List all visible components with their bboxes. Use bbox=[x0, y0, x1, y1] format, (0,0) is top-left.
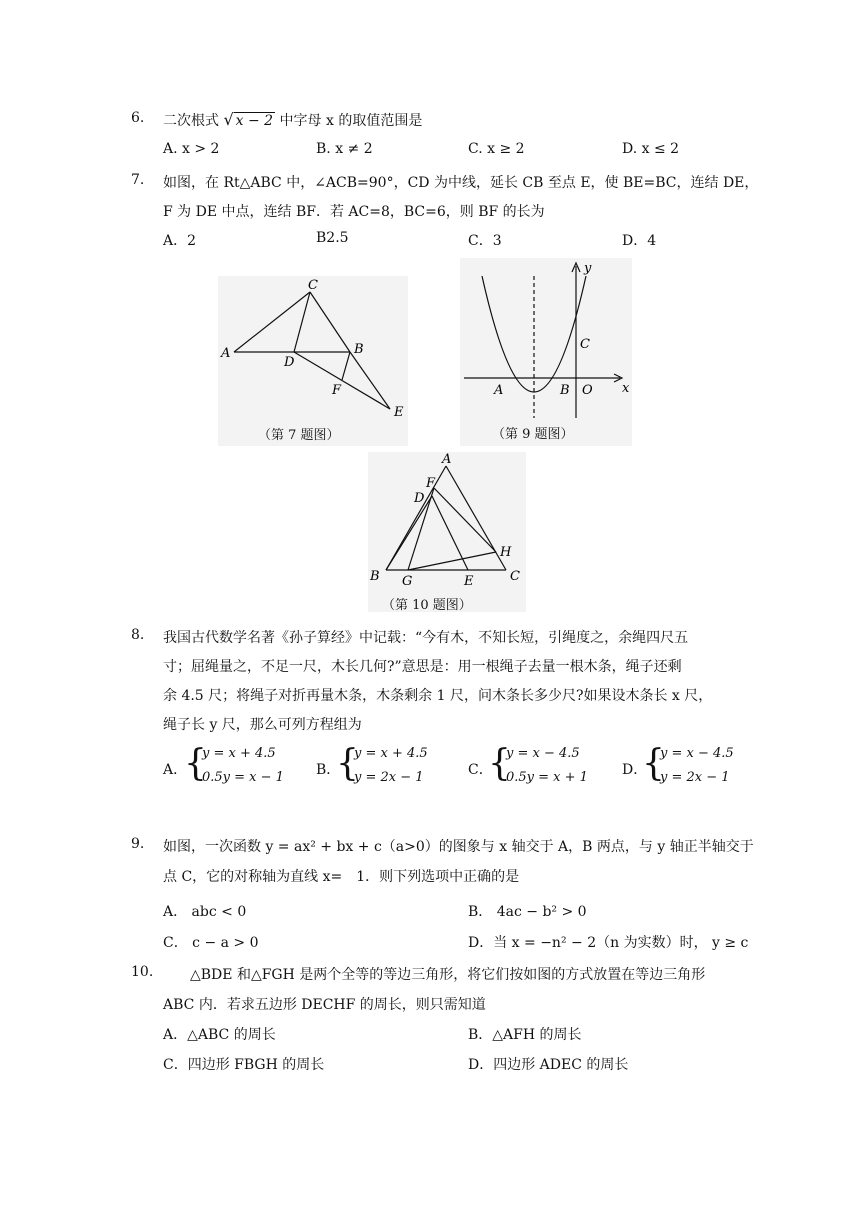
fig10-caption: （第 10 题图） bbox=[382, 598, 472, 613]
q6-stem bbox=[163, 110, 422, 130]
fig9-caption: （第 9 题图） bbox=[492, 427, 574, 442]
fig9-label-x: x bbox=[622, 381, 630, 396]
q8-option-a-eq1: y = x + 4.5 bbox=[202, 746, 276, 761]
q8-option-d-eq1: y = x − 4.5 bbox=[660, 746, 734, 761]
q8-option-d-eq2: y = 2x − 1 bbox=[660, 770, 730, 785]
fig7-label-a: A bbox=[221, 346, 231, 361]
q8-line3: 余 4.5 尺；将绳子对折再量木条，木条剩余 1 尺，问木条长多少尺?如果设木条长 x 尺， bbox=[163, 688, 713, 704]
q6-number: 6. bbox=[131, 110, 145, 126]
q8-option-a-eq2: 0.5y = x − 1 bbox=[202, 770, 284, 785]
fig9-label-o: O bbox=[582, 383, 593, 398]
q8-option-b-brace: { bbox=[336, 743, 359, 784]
q7-number: 7. bbox=[131, 172, 145, 188]
q9-line1: 如图，一次函数 y = ax² + bx + c（a>0）的图象与 x 轴交于 A，B 两点，与 y 轴正半轴交于 bbox=[163, 839, 754, 855]
q10-line1: △BDE 和△FGH 是两个全等的等边三角形，将它们按如图的方式放置在等边三角形 bbox=[190, 967, 706, 983]
q8-number: 8. bbox=[131, 627, 145, 643]
fig7-label-d: D bbox=[284, 355, 295, 370]
fig10-label-e: E bbox=[464, 574, 474, 589]
q9-option-d: D．当 x = −n² − 2（n 为实数）时， y ≥ c bbox=[468, 935, 749, 951]
figure-7-drawing bbox=[218, 276, 408, 446]
q9-number: 9. bbox=[131, 836, 145, 852]
q10-line2: ABC 内．若求五边形 DECHF 的周长，则只需知道 bbox=[163, 997, 486, 1013]
figure-9-drawing bbox=[460, 258, 632, 446]
fig9-label-y: y bbox=[584, 261, 592, 276]
figure-10-drawing bbox=[368, 452, 526, 612]
q8-option-c-brace: { bbox=[488, 743, 511, 784]
q8-option-c-letter: C． bbox=[468, 762, 493, 778]
q7-option-b: B2.5 bbox=[316, 230, 349, 246]
q8-option-c-eq1: y = x − 4.5 bbox=[506, 746, 580, 761]
q8-line2: 寸；屈绳量之，不足一尺，木长几何?”意思是：用一根绳子去量一根木条，绳子还剩 bbox=[163, 659, 682, 675]
q6-radicand: x − 2 bbox=[235, 113, 274, 129]
q6-option-a: A. x > 2 bbox=[163, 141, 220, 157]
q9-option-a: A． abc < 0 bbox=[163, 904, 247, 920]
q9-option-c: C． c − a > 0 bbox=[163, 935, 259, 951]
q8-option-d-brace: { bbox=[642, 743, 665, 784]
q8-option-b-eq2: y = 2x − 1 bbox=[354, 770, 424, 785]
fig10-label-h: H bbox=[500, 545, 512, 560]
q9-line2: 点 C，它的对称轴为直线 x= 1．则下列选项中正确的是 bbox=[163, 869, 520, 885]
q9-option-b: B． 4ac − b² > 0 bbox=[468, 904, 587, 920]
q10-option-a: A．△ABC 的周长 bbox=[163, 1027, 276, 1043]
q6-stem-post: 中字母 x 的取值范围是 bbox=[279, 113, 423, 129]
fig10-label-f: F bbox=[426, 476, 436, 491]
q6-option-b: B. x ≠ 2 bbox=[316, 141, 373, 157]
q10-option-d: D．四边形 ADEC 的周长 bbox=[468, 1057, 629, 1073]
q10-option-b: B．△AFH 的周长 bbox=[468, 1027, 582, 1043]
q7-option-d: D．4 bbox=[622, 233, 657, 249]
fig10-label-a: A bbox=[442, 452, 452, 467]
q8-option-c-eq2: 0.5y = x + 1 bbox=[506, 770, 588, 785]
fig7-label-b: B bbox=[354, 342, 364, 357]
q6-option-c: C. x ≥ 2 bbox=[468, 141, 525, 157]
q7-line1: 如图，在 Rt△ABC 中，∠ACB=90°，CD 为中线，延长 CB 至点 E，使 BE=BC，连结 DE， bbox=[163, 175, 759, 191]
q8-line4: 绳子长 y 尺，那么可列方程组为 bbox=[163, 717, 362, 733]
fig7-label-e: E bbox=[394, 405, 404, 420]
figure-7 bbox=[218, 276, 408, 446]
q8-line1: 我国古代数学名著《孙子算经》中记载：“今有木，不知长短，引绳度之，余绳四尺五 bbox=[163, 630, 689, 646]
fig9-label-c: C bbox=[580, 337, 590, 352]
figure-10 bbox=[368, 452, 526, 612]
fig9-label-b: B bbox=[560, 383, 570, 398]
q8-option-a-brace: { bbox=[184, 743, 207, 784]
fig7-label-f: F bbox=[332, 383, 342, 398]
fig9-label-a: A bbox=[494, 383, 504, 398]
q8-option-b-eq1: y = x + 4.5 bbox=[354, 746, 428, 761]
fig7-caption: （第 7 题图） bbox=[258, 428, 340, 443]
q6-option-d: D. x ≤ 2 bbox=[622, 141, 680, 157]
figure-9 bbox=[460, 258, 632, 446]
q8-option-a-letter: A． bbox=[163, 762, 188, 778]
q8-option-b-letter: B． bbox=[316, 762, 341, 778]
fig10-label-d: D bbox=[414, 491, 425, 506]
q7-line2: F 为 DE 中点，连结 BF．若 AC=8，BC=6，则 BF 的长为 bbox=[163, 204, 545, 220]
fig10-label-c: C bbox=[510, 569, 520, 584]
q10-number: 10. bbox=[131, 964, 154, 980]
fig7-label-c: C bbox=[308, 278, 318, 293]
sqrt-sign: √ bbox=[223, 110, 234, 129]
q8-option-d-letter: D． bbox=[622, 762, 648, 778]
q10-option-c: C．四边形 FBGH 的周长 bbox=[163, 1057, 325, 1073]
q7-option-c: C．3 bbox=[468, 233, 502, 249]
fig10-label-b: B bbox=[370, 569, 380, 584]
q6-stem-pre: 二次根式 bbox=[163, 113, 219, 129]
q7-option-a: A．2 bbox=[163, 233, 197, 249]
fig10-label-g: G bbox=[402, 574, 413, 589]
